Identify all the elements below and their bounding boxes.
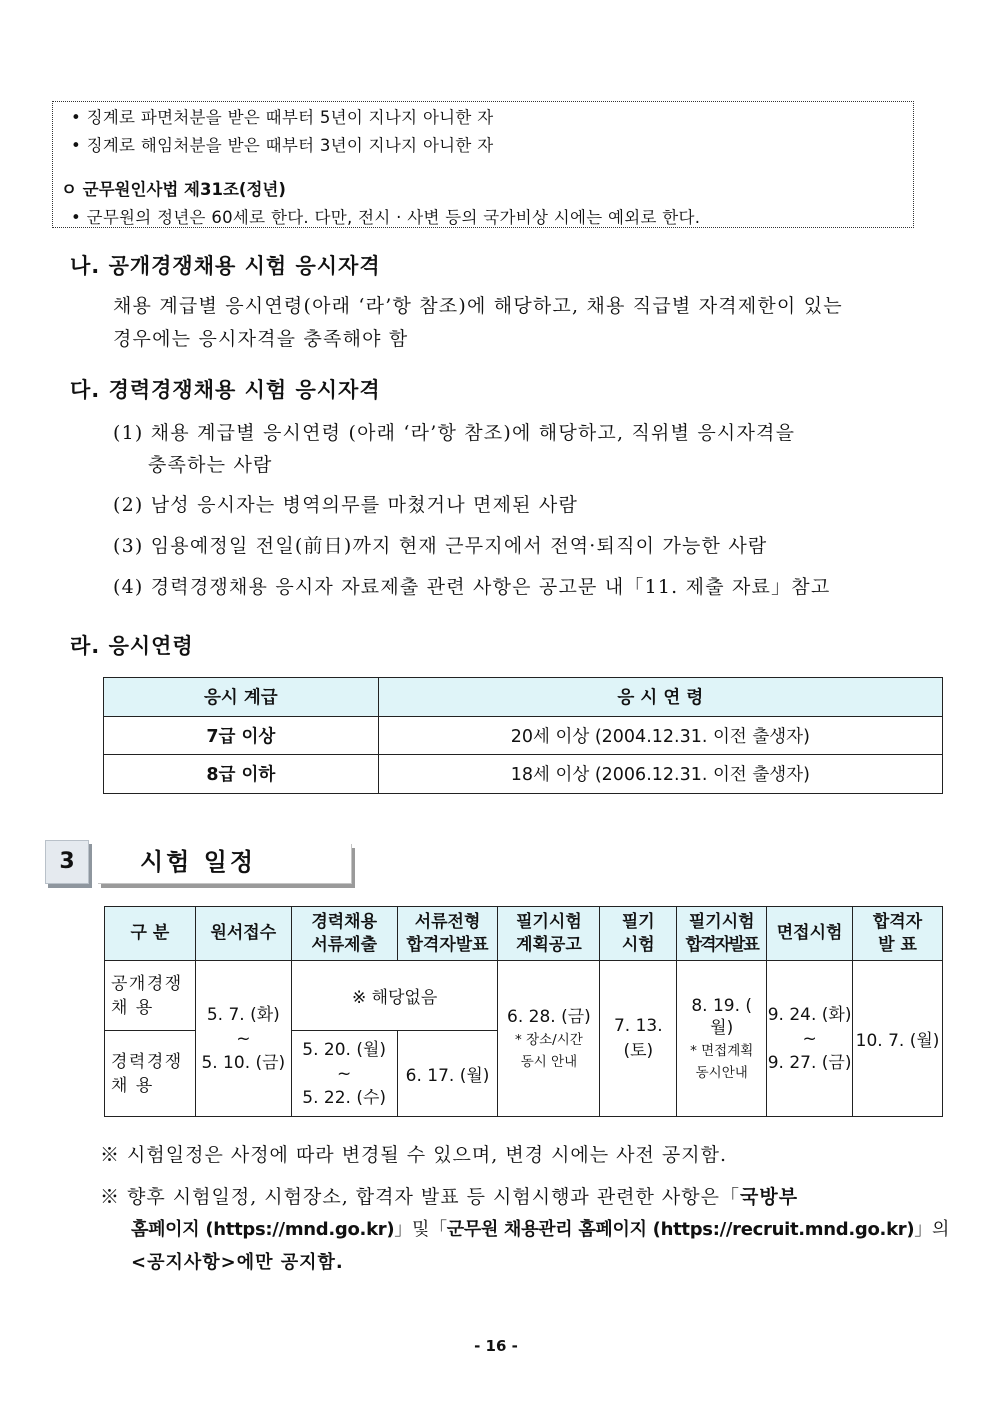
doc-pass-cell: 6. 17. (월) [397,1031,498,1117]
section-number-badge: 3 [45,840,89,884]
note-announcement-3 [131,1248,344,1274]
header-doc-pass-l1: 서류전형 [414,911,481,932]
open-label-l2: 채 용 [111,997,154,1018]
notice-box [52,101,914,228]
final-announcement-cell: 10. 7. (월) [853,961,943,1117]
note-announcement-text: ※ 향후 시험일정, 시험장소, 합격자 발표 등 시험시행과 관련한 사항은「 [100,1186,740,1208]
header-final [853,907,943,961]
section-da-item-1-cont: 충족하는 사람 [148,454,273,476]
notice-line-dismissal: • 징계로 파면처분을 받은 때부터 5년이 지나지 아니한 자 [71,108,494,127]
interview-cell [767,961,853,1117]
section-da-title: 다. 경력경쟁채용 시험 응시자격 [70,378,381,402]
header-doc-pass-l2: 합격자발표 [406,934,489,955]
header-written-plan [498,907,600,961]
written-pass-note-2: 동시안내 [695,1064,748,1081]
header-written-plan-l1: 필기시험 [516,911,582,932]
header-written-l1: 필기 [621,911,655,932]
application-start: 5. 7. (화) [206,1004,280,1025]
age-cell: 20세 이상 (2004.12.31. 이전 출생자) [378,716,942,755]
header-career-docs [291,907,397,961]
interview-start: 9. 24. (화) [767,1004,852,1025]
grade-cell: 8급 이하 [104,755,379,794]
header-career-docs-l2: 서류제출 [311,934,378,955]
note-connector: 」및「 [394,1219,447,1240]
career-docs-cell [291,1031,397,1117]
header-written-pass-l2: 합격자발표 [685,934,758,955]
not-applicable-cell: ※ 해당없음 [291,961,498,1031]
written-pass-note-1: * 면접계획 [690,1042,754,1059]
written-plan-date: 6. 28. (금) [507,1006,591,1027]
header-doc-pass [397,907,498,961]
note-announcement-1 [100,1182,798,1209]
notice-line-discharge: • 징계로 해임처분을 받은 때부터 3년이 지나지 아니한 자 [71,136,494,155]
note-suffix: 」의 [914,1219,950,1240]
career-label-l1: 경력경쟁 [111,1051,183,1072]
section-da-item-1: (1) 채용 계급별 응시연령 (아래 ‘라’항 참조)에 해당하고, 직위별 응시자격을 [113,422,796,444]
open-label-l1: 공개경쟁 [111,973,183,994]
career-label-l2: 채 용 [111,1075,154,1096]
header-application: 원서접수 [195,907,291,961]
written-plan-cell [498,961,600,1117]
note-schedule-change: ※ 시험일정은 사정에 따라 변경될 수 있으며, 변경 시에는 사전 공지함. [100,1144,728,1166]
written-plan-note-2: 동시 안내 [520,1053,578,1070]
written-pass-date: 8. 19. ( 월) [691,995,753,1038]
age-table-header [104,678,943,717]
career-docs-tilde: ~ [337,1063,352,1084]
note-mnd-bold: 국방부 [740,1186,799,1208]
written-exam-cell: 7. 13. (토) [600,961,677,1117]
section-da-item-3: (3) 임용예정일 전일(前日)까지 현재 근무지에서 전역·퇴직이 가능한 사람 [113,535,768,557]
table-row [104,755,943,794]
header-written [600,907,677,961]
notice-line-retirement: • 군무원의 정년은 60세로 한다. 다만, 전시 · 사변 등의 국가비상 시에는 예외로 한다. [71,208,701,227]
career-docs-start: 5. 20. (월) [302,1039,387,1060]
written-plan-note-1: * 장소/시간 [515,1031,583,1048]
notice-heading: ㅇ 군무원인사법 제31조(정년) [61,180,286,199]
table-row [105,961,943,996]
header-category: 구 분 [105,907,196,961]
header-written-plan-l2: 계획공고 [516,934,582,955]
header-final-l1: 합격자 [872,911,923,932]
note-notice-board: <공지사항>에만 공지함. [131,1252,344,1273]
career-docs-end: 5. 22. (수) [302,1087,387,1108]
open-recruit-label [105,961,196,1031]
interview-end: 9. 27. (금) [767,1052,852,1073]
header-career-docs-l1: 경력채용 [311,911,378,932]
mnd-homepage-link[interactable]: 홈페이지 (https://mnd.go.kr) [131,1219,395,1240]
section-da-item-2: (2) 남성 응시자는 병역의무를 마쳤거나 면제된 사람 [113,494,579,516]
header-final-l2: 발 표 [878,934,917,955]
application-end: 5. 10. (금) [201,1052,286,1073]
header-written-l2: 시험 [621,934,655,955]
note-announcement-2 [131,1215,949,1241]
age-cell: 18세 이상 (2006.12.31. 이전 출생자) [378,755,942,794]
header-age: 응 시 연 령 [378,678,942,717]
age-table [103,677,943,794]
header-grade: 응시 계급 [104,678,379,717]
header-interview: 면접시험 [767,907,853,961]
header-written-pass [677,907,767,961]
schedule-table [104,906,943,1117]
application-cell [195,961,291,1117]
schedule-header-row [105,907,943,961]
application-tilde: ~ [236,1028,251,1049]
section-na-text-1: 채용 계급별 응시연령(아래 ‘라’항 참조)에 해당하고, 채용 직급별 자격제한이 있는 [113,295,843,317]
table-row [104,716,943,755]
grade-cell: 7급 이상 [104,716,379,755]
section-na-text-2: 경우에는 응시자격을 충족해야 함 [113,328,409,350]
page-number: - 16 - [474,1337,518,1355]
section-ra-title: 라. 응시연령 [70,634,194,658]
header-written-pass-l1: 필기시험 [688,911,755,932]
interview-tilde: ~ [802,1028,817,1049]
recruit-homepage-link[interactable]: 군무원 채용관리 홈페이지 (https://recruit.mnd.go.kr) [446,1219,915,1240]
section-3-title: 시험 일정 [98,844,352,884]
section-da-item-4: (4) 경력경쟁채용 응시자 자료제출 관련 사항은 공고문 내「11. 제출 자료」참고 [113,576,831,598]
section-na-title: 나. 공개경쟁채용 시험 응시자격 [70,254,381,278]
written-pass-cell [677,961,767,1117]
career-recruit-label [105,1031,196,1117]
